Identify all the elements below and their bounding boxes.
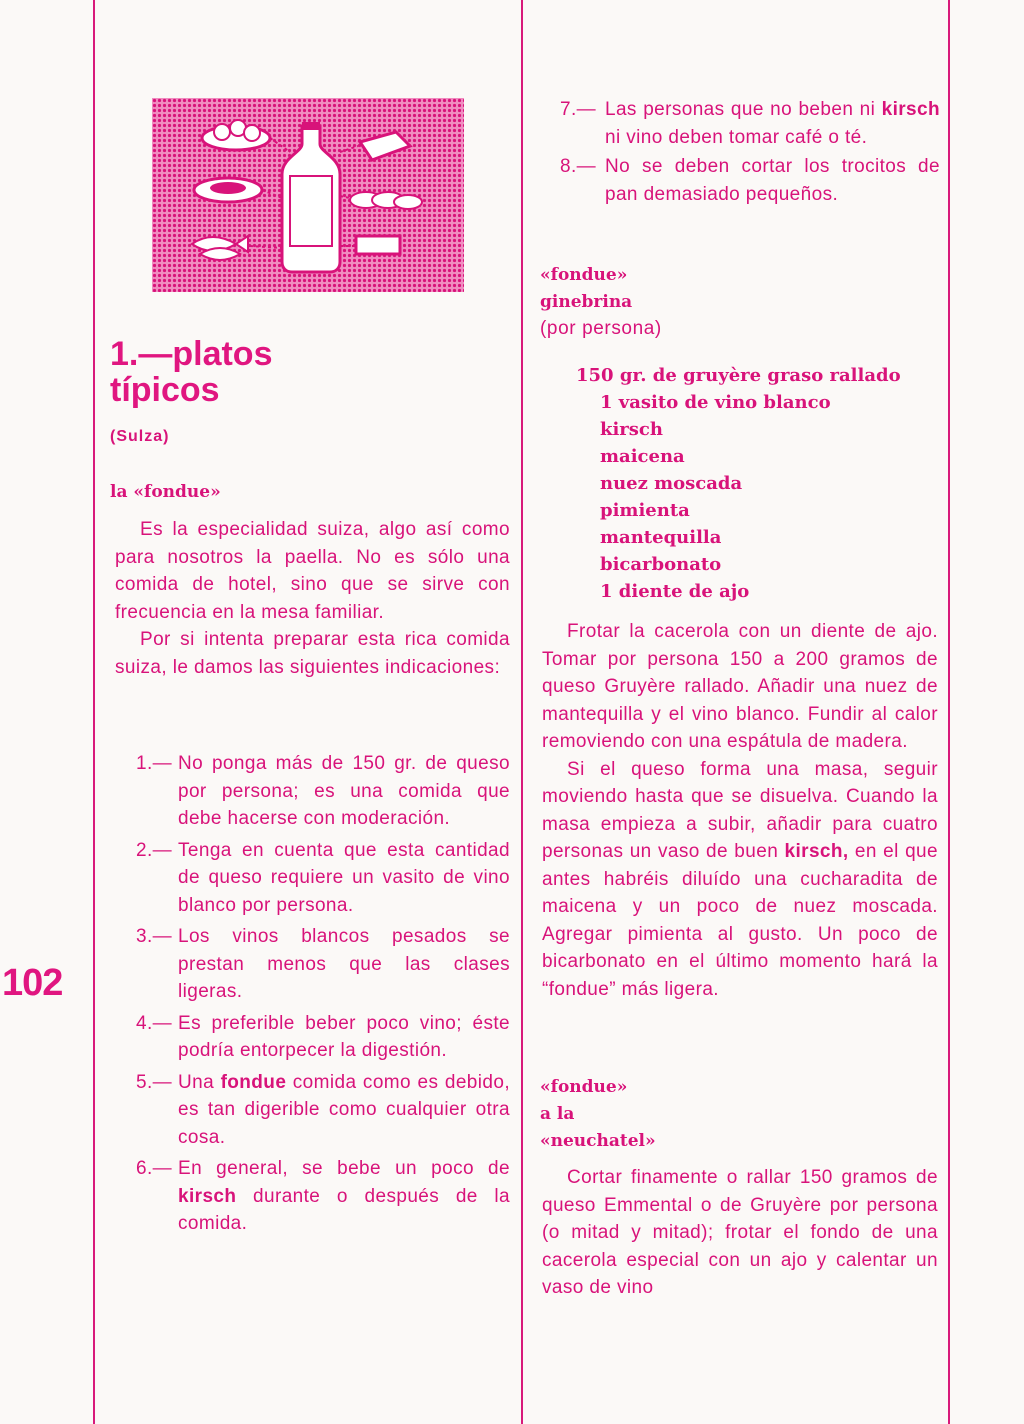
item-text-pre: Las personas que no beben ni: [605, 99, 882, 120]
item-text: No se deben cortar los trocitos de pan demasiado pequeños.: [605, 156, 940, 205]
subtitle: (Sulza): [110, 428, 170, 445]
item-text: Tenga en cuenta que esta cantidad de queso requiere un vasito de vino blanco por persona.: [178, 839, 510, 916]
list-item: [136, 750, 510, 833]
ingredient-item: 150 gr. de gruyère graso rallado: [576, 365, 901, 386]
item-number: 6.—: [136, 1158, 173, 1179]
item-text-post: comida como es debido, es tan digerible como cualquier otra cosa.: [178, 1071, 510, 1148]
item-text-pre: En general, se bebe un poco de: [178, 1158, 510, 1179]
ingredient-item: 1 vasito de vino blanco: [600, 392, 831, 413]
ingredient-item: bicarbonato: [600, 554, 722, 575]
section-title-line: «fondue»: [540, 265, 628, 285]
item-text: [605, 96, 940, 151]
section-heading-fondue: [110, 482, 221, 502]
list-item: [560, 153, 940, 208]
right-column-rule: [948, 0, 950, 1424]
ingredient-item: kirsch: [600, 419, 663, 440]
page-title: 1.—platos típicos: [110, 335, 273, 409]
item-text: Los vinos blancos pesados se prestan menos que las clases ligeras.: [178, 926, 510, 1002]
serving-note: (por persona): [540, 318, 662, 339]
section-heading-neuchatel: [540, 1074, 656, 1155]
item-number: 4.—: [136, 1012, 173, 1034]
ingredient-item: mantequilla: [600, 527, 722, 548]
item-text: [178, 1155, 510, 1238]
intro-text: [115, 516, 510, 681]
item-text-bold: kirsch: [881, 99, 940, 120]
list-item: [136, 1069, 510, 1152]
tips-list-left: [136, 750, 510, 1242]
paragraph-text-pre: Si el queso forma una masa, seguir moviendo hasta que se disuelva. Cuando la masa empieza a subir, añadir para cuatro personas un vaso de buen: [542, 758, 938, 862]
paragraph-text-post: en el que antes habréis diluído una cucharadita de maicena y un poco de nuez moscada. Agregar pimienta al gusto. Un poco de bicarbonato en el último momento hará la “fondue” más ligera.: [542, 841, 938, 1000]
item-number: 8.—: [560, 156, 597, 177]
recipe-paragraph-1: Frotar la cacerola con un diente de ajo. Tomar por persona 150 a 200 gramos de queso Gruyère rallado. Añadir una nuez de mantequilla y el vino blanco. Fundir al calor removiendo con una espátula de madera.: [542, 621, 938, 752]
item-text: Es preferible beber poco vino; éste podría entorpecer la digestión.: [178, 1012, 510, 1061]
section-title-line: «neuchatel»: [540, 1131, 656, 1151]
paragraph-text-bold: kirsch,: [784, 841, 849, 862]
tips-list-right: [560, 96, 940, 210]
item-number: 5.—: [136, 1071, 173, 1093]
ingredient-item: maicena: [600, 446, 685, 467]
ingredient-item: nuez moscada: [600, 473, 743, 494]
section-title: «fondue»: [133, 482, 221, 502]
item-number: 2.—: [136, 839, 173, 861]
ingredients-list: [576, 362, 901, 605]
item-text-post: durante o después de la comida.: [178, 1185, 510, 1234]
section-heading-ginebrina: [540, 262, 632, 316]
item-text-pre: Una: [178, 1071, 221, 1093]
intro-paragraph-1: Es la especialidad suiza, algo así como para nosotros la paella. No es sólo una comida de hotel, sino que se sirve con frecuencia en la mesa familiar.: [115, 519, 510, 623]
list-item: [136, 1010, 510, 1065]
item-text-bold: kirsch: [178, 1185, 237, 1207]
ingredient-item: 1 diente de ajo: [600, 581, 750, 602]
list-item: [136, 837, 510, 920]
list-item: [560, 96, 940, 151]
item-text-bold: fondue: [220, 1071, 287, 1093]
food-bottle-illustration: [152, 98, 464, 292]
section-title-line: ginebrina: [540, 292, 633, 312]
item-text: [178, 1069, 510, 1152]
recipe-paragraph-2: [542, 756, 938, 1004]
intro-paragraph-2: Por si intenta preparar esta rica comida suiza, le damos las siguientes indicaciones:: [115, 629, 510, 678]
item-number: 7.—: [560, 99, 597, 120]
recipe-text-neuchatel: [542, 1164, 938, 1302]
item-text-post: ni vino deben tomar café o té.: [605, 126, 868, 148]
section-title-line: a la: [540, 1104, 575, 1124]
recipe-text-ginebrina: [542, 618, 938, 1003]
section-title-line: «fondue»: [540, 1077, 628, 1097]
item-number: 1.—: [136, 753, 173, 774]
middle-column-rule: [521, 0, 523, 1424]
left-column-rule: [93, 0, 95, 1424]
section-prefix: la: [110, 482, 128, 502]
ingredient-item: pimienta: [600, 500, 690, 521]
item-text: No ponga más de 150 gr. de queso por persona; es una comida que debe hacerse con moderación.: [178, 753, 510, 829]
list-item: [136, 1155, 510, 1238]
list-item: [136, 923, 510, 1006]
page-number: 102: [2, 962, 63, 1004]
recipe-paragraph-3: Cortar finamente o rallar 150 gramos de queso Emmental o de Gruyère por persona (o mitad y mitad); frotar el fondo de una cacerola especial con un ajo y calentar un vaso de vino: [542, 1167, 938, 1298]
item-number: 3.—: [136, 926, 173, 947]
